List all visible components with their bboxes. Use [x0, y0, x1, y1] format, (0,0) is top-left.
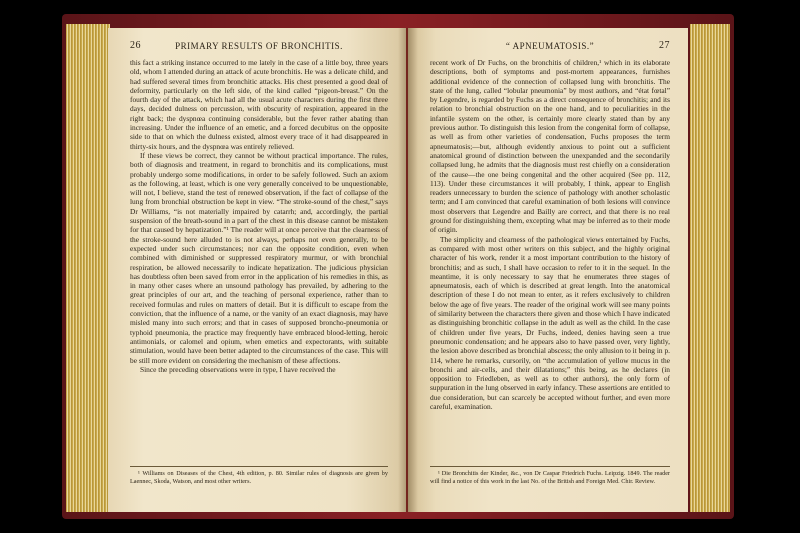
right-paragraph: The simplicity and clearness of the pathological views entertained by Fuchs, as compared with most other writers on this subject, and the highly original character of his work, render it a most important contribution to the history of bronchitis; and as such, I shall have occasion to refer to it in the sequel. In the meantime, it is only necessary to say that he enumerates three stages of apneumatosis, each of which is described at great length. Into the anatomical description of these I do not mean to enter, as it refers exclusively to children below the age of five years. The reader of the original work will see many points of similarity between the characters there given and those which I have indicated as distinguishing bronchitic collapse in the adult as well as the child. In the case of children under five years, Dr Fuchs, indeed, denies having seen a true pneumonic condensation; and he appears also to have passed over, very lightly, the lesion above described as bronchial abscess; the only allusion to it being in p. 114, where he remarks, cursorily, on “the accumulation of yellow mucus in the bronchi and air-cells, and their dilatations;” this being, as he declares (in opposition to Friedleben, as well as to other authors), the only form of suppuration in the lung observed in early infancy. These assertions are entitled to due consideration, but can scarcely be accepted without further, and even more careful, examination. — [430, 234, 670, 411]
left-footnote: ¹ Williams on Diseases of the Chest, 4th edition, p. 80. Similar rules of diagnosis are given by Laennec, Skoda, Watson, and most other writers. — [130, 470, 388, 485]
left-paragraph: If these views be correct, they cannot be without practical importance. The rules, both of diagnosis and treatment, in regard to bronchitis and its complications, must probably undergo some modifications, in order to be safely followed. Such an axiom as the following, at least, which is one very generally conceived to be unquestionable, will not, I believe, stand the test of renewed observation, if the fact of collapse of the lung from bronchial obstruction be kept in view. “The stroke-sound of the chest,” says Dr Williams, “is not materially impaired by catarrh; and, accordingly, the partial suspension of the breath-sound in a part of the chest in this disease cannot be mistaken for that caused by hepatization.”¹ The reader will at once perceive that the clearness of the stroke-sound here alluded to is not always, perhaps not even generally, to be expected under such circumstances; nor can the opposite condition, even when combined with diminished or suppressed respiratory murmur, or with bronchial respiration, be allowed necessarily to indicate hepatization. The judicious physician has doubtless often been saved from error in the application of his remedies in this, as in many other cases where an unsound pathology has prevailed, by adhering to the great principles of our art, and the teaching of personal experience, rather than to received formulas and rules on matters of detail. But it is difficult to escape from the conviction, that the influence of a name, or the vanity of an exact diagnosis, may have misled many into such errors; and that in cases of supposed broncho-pneumonia or typhoid pneumonia, the practice may frequently have embraced blood-letting, heroic antimonials, or calomel and opium, when emetics and expectorants, with suitable stimulation, would have been better adapted to the circumstances of the case. This will be still more evident on considering the mechanism of these affections. — [130, 150, 388, 365]
page-edges-right — [690, 24, 730, 512]
left-paragraph: Since the preceding observations were in type, I have received the — [140, 364, 336, 374]
left-running-head — [130, 40, 388, 54]
right-page — [408, 28, 688, 512]
left-page-number: 26 — [130, 40, 141, 51]
right-running-title: “ APNEUMATOSIS.” — [505, 41, 595, 51]
right-paragraph: recent work of Dr Fuchs, on the bronchitis of children,¹ which in its elaborate descriptions, both of symptoms and post-mortem appearances, furnishes additional evidence of the connection of collapsed lung with bronchitis. The state of the lung, called “lobular pneumonia” by most authors, and “état fœtal” by Legendre, is regarded by Fuchs as a direct consequence of bronchitis; and its relation to bronchial obstruction on the one hand, and to peculiarities in the infantile system on the other, is certainly more clearly stated than by any previous author. To distinguish this lesion from the congenital form of collapse, as well as from other varieties of condensation, Fuchs proposes the term apneumatosis;—but, although evidently anxious to point out a sufficient anatomical ground of distinction between the unexpanded and the secondarily collapsed lung, he admits that the diagnosis must rest chiefly on a consideration of the cause—the one being congenital and the other acquired (See pp. 112, 113). Under these circumstances it will probably, I think, appear to English readers unnecessary to burden the science of pathology with another scholastic term; and I am convinced that careful examination of both lesions will convince most observers that Legendre and Bailly are correct, and that there is no real ground for distinguishing them, excepting what may be inferred as to their mode of origin. — [430, 58, 670, 235]
right-page-number: 27 — [659, 40, 670, 51]
left-footnotes — [130, 466, 388, 485]
right-footnote: ¹ Die Bronchitis der Kinder, &c., von Dr Caspar Friedrich Fuchs. Leipzig. 1849. The reader will find a notice of this work in the last No. of the British and Foreign Med. Chir. Review. — [430, 470, 670, 485]
right-footnotes — [430, 466, 670, 485]
right-page-body — [430, 58, 670, 411]
right-running-head — [430, 40, 670, 54]
left-page — [108, 28, 406, 512]
left-page-body — [130, 58, 388, 374]
page-edges-left — [66, 24, 110, 512]
open-book — [62, 14, 734, 519]
left-running-title: PRIMARY RESULTS OF BRONCHITIS. — [175, 41, 343, 51]
book-gutter — [398, 28, 418, 512]
left-paragraph: this fact a striking instance occurred to me lately in the case of a little boy, three years old, whom I attended during an attack of acute bronchitis. He was a delicate child, and had suffered several times from bronchitic attacks. His chest presented a good deal of deformity, particularly on the left side, of the kind called “pigeon-breast.” On the fourth day of the attack, which had all the usual acute characters during the first three days, decided dulness on percussion, with obscurity of respiration, appeared in the right back; the dyspnœa continuing considerable, but the fever rather abating than increasing. Under the influence of an emetic, and a forced decubitus on the opposite side to that on which the dulness existed, almost every trace of it had disappeared in thirty-six hours, and the dyspnœa was entirely relieved. — [130, 58, 388, 151]
